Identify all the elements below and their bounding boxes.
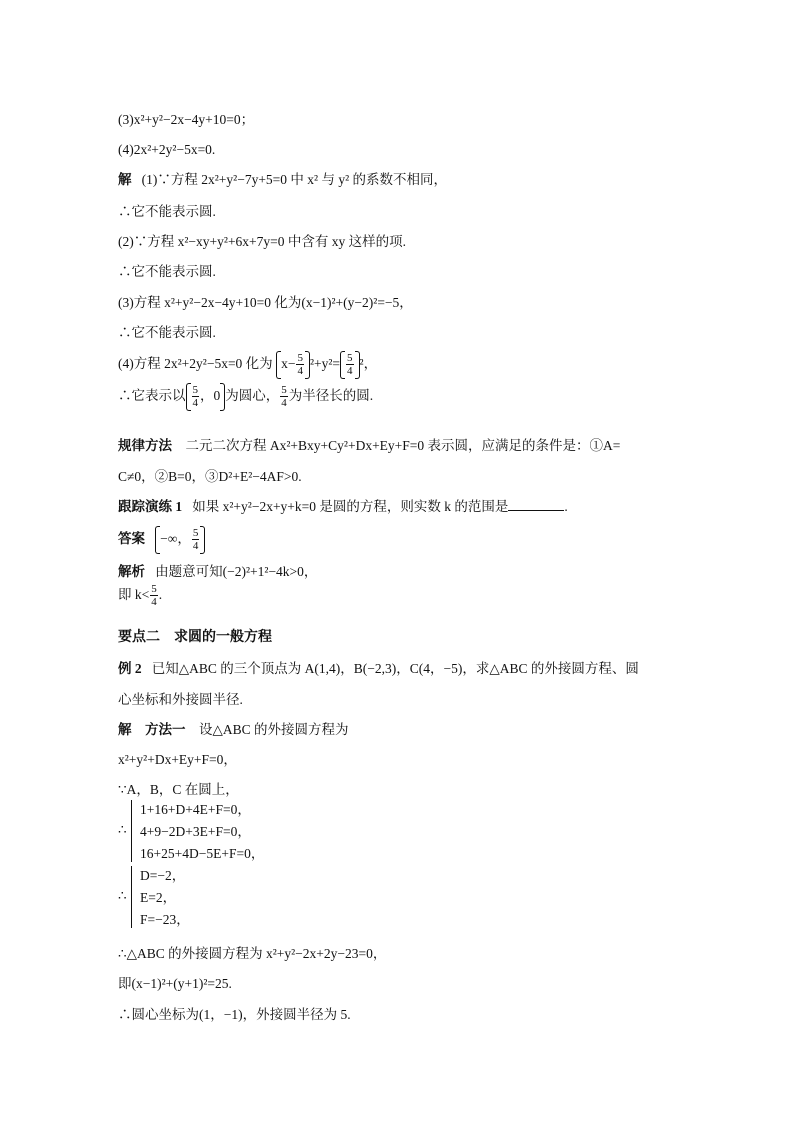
therefore-symbol: ∴ bbox=[118, 888, 127, 903]
line-5-end: 为半径长的圆. bbox=[288, 388, 374, 403]
system-1-eq-3: 16+25+4D−5E+F=0， bbox=[140, 846, 265, 861]
exercise-text: 如果 x²+y²−2x+y+k=0 是圆的方程，则实数 k 的范围是 bbox=[192, 499, 509, 514]
brace-icon bbox=[131, 866, 137, 928]
therefore-symbol: ∴ bbox=[118, 822, 127, 837]
left-paren-icon bbox=[340, 351, 345, 379]
solution-method-label: 解 方法一 bbox=[118, 722, 186, 737]
system-2-eq-1: D=−2， bbox=[140, 868, 186, 883]
line-4-end: ²， bbox=[359, 356, 378, 371]
exercise-label: 跟踪演练 1 bbox=[118, 499, 183, 514]
fraction-denominator: 4 bbox=[192, 397, 198, 410]
fraction-5-4 bbox=[296, 352, 304, 377]
system-1-eq-1: 1+16+D+4E+F=0， bbox=[140, 802, 251, 817]
section-heading: 要点二 求圆的一般方程 bbox=[118, 630, 272, 645]
fraction-numerator: 5 bbox=[192, 384, 198, 397]
standard-form: 即(x−1)²+(y+1)²=25. bbox=[118, 976, 232, 991]
fraction-denominator: 4 bbox=[281, 397, 287, 410]
analysis-text: 由题意可知(−2)²+1²−4k>0， bbox=[155, 564, 318, 579]
solution-text: (1)∵方程 2x²+y²−7y+5=0 中 x² 与 y² 的系数不相同， bbox=[141, 172, 448, 187]
fraction-numerator: 5 bbox=[192, 527, 199, 540]
fraction-5-4 bbox=[192, 384, 200, 409]
method-line-2: C≠0，②B=0，③D²+E²−4AF>0. bbox=[118, 469, 302, 484]
conclusion-2: ∴它不能表示圆. bbox=[118, 264, 216, 279]
fraction-numerator: 5 bbox=[347, 352, 353, 365]
eq-3: (3)x²+y²−2x−4y+10=0； bbox=[118, 112, 255, 127]
fraction-denominator: 4 bbox=[347, 365, 353, 378]
general-equation: x²+y²+Dx+Ey+F=0， bbox=[118, 752, 237, 767]
line-5-zero: ，0 bbox=[200, 388, 221, 403]
points-on-circle: ∵A，B，C 在圆上， bbox=[118, 782, 239, 797]
solution-label: 解 bbox=[118, 172, 132, 187]
circle-equation: ∴△ABC 的外接圆方程为 x²+y²−2x+2y−23=0， bbox=[118, 946, 387, 961]
fraction-5-4 bbox=[346, 352, 354, 377]
fraction-numerator: 5 bbox=[297, 352, 303, 365]
solution-line-5 bbox=[118, 382, 373, 411]
method-label: 规律方法 bbox=[118, 438, 172, 453]
solution-method-line bbox=[118, 722, 349, 738]
analysis-label: 解析 bbox=[118, 564, 145, 579]
conclusion-3: ∴它不能表示圆. bbox=[118, 325, 216, 340]
fraction-numerator: 5 bbox=[151, 583, 157, 596]
method-text: 二元二次方程 Ax²+Bxy+Cy²+Dx+Ey+F=0 表示圆，应满足的条件是：①A= bbox=[185, 438, 621, 453]
fraction-denominator: 4 bbox=[297, 365, 303, 378]
fraction-5-4 bbox=[192, 527, 200, 552]
exercise-end: . bbox=[564, 499, 568, 514]
line-4-mid: ²+y²= bbox=[309, 356, 341, 371]
brace-icon bbox=[131, 800, 137, 862]
analysis-result-end: . bbox=[158, 587, 163, 602]
example-label: 例 2 bbox=[118, 661, 142, 676]
example-line-2: 心坐标和外接圆半径. bbox=[118, 692, 243, 707]
fraction-5-4 bbox=[280, 384, 288, 409]
solution-line-2: (2)∵方程 x²−xy+y²+6x+7y=0 中含有 xy 这样的项. bbox=[118, 234, 407, 249]
answer-blank bbox=[508, 498, 564, 511]
right-paren-icon bbox=[200, 526, 205, 554]
line-4-prefix: (4)方程 2x²+2y²−5x=0 化为 bbox=[118, 356, 273, 371]
fraction-5-4 bbox=[150, 583, 158, 608]
final-answer: ∴圆心坐标为(1，−1)，外接圆半径为 5. bbox=[118, 1007, 351, 1022]
fraction-denominator: 4 bbox=[192, 540, 199, 553]
exercise-line bbox=[118, 498, 568, 515]
analysis-result bbox=[118, 582, 162, 608]
answer-text: −∞， bbox=[160, 531, 191, 546]
method-line-1 bbox=[118, 438, 620, 454]
answer-label: 答案 bbox=[118, 531, 145, 546]
solution-line-4 bbox=[118, 350, 377, 379]
answer-line bbox=[118, 524, 205, 554]
system-1-eq-2: 4+9−2D+3E+F=0， bbox=[140, 824, 251, 839]
system-2-eq-2: E=2， bbox=[140, 890, 177, 905]
fraction-numerator: 5 bbox=[281, 384, 287, 397]
example-text: 已知△ABC 的三个顶点为 A(1,4)，B(−2,3)，C(4，−5)，求△ABC 的外接圆方程、圆 bbox=[151, 661, 639, 676]
line-5-prefix: ∴它表示以 bbox=[118, 388, 186, 403]
system-2-eq-3: F=−23， bbox=[140, 912, 190, 927]
solution-method-text: 设△ABC 的外接圆方程为 bbox=[199, 722, 349, 737]
line-5-mid: 为圆心， bbox=[225, 388, 280, 403]
conclusion-1: ∴它不能表示圆. bbox=[118, 204, 216, 219]
solution-line-1 bbox=[118, 172, 447, 188]
line-4-x: x− bbox=[281, 356, 296, 371]
analysis-result-prefix: 即 k< bbox=[118, 587, 150, 602]
example-line-1 bbox=[118, 661, 639, 677]
solution-line-3: (3)方程 x²+y²−2x−4y+10=0 化为(x−1)²+(y−2)²=−5， bbox=[118, 295, 413, 310]
eq-4: (4)2x²+2y²−5x=0. bbox=[118, 142, 216, 157]
fraction-denominator: 4 bbox=[151, 596, 157, 609]
analysis-line bbox=[118, 564, 317, 580]
left-paren-icon bbox=[186, 383, 191, 411]
